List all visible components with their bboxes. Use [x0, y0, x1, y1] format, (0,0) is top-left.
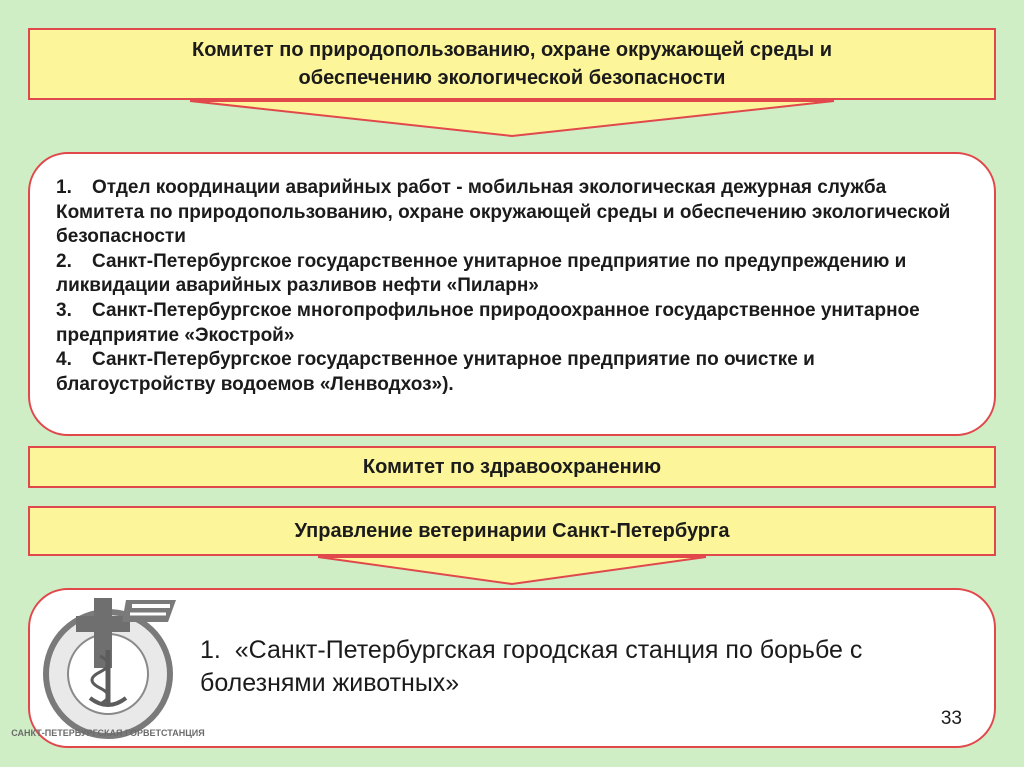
logo-text: САНКТ-ПЕТЕРБУРГСКАЯ ГОРВЕТСТАНЦИЯ [11, 728, 205, 738]
vet-subordinate-item: 1. «Санкт-Петербургская городская станция по борьбе с болезнями животных» [200, 636, 863, 697]
list-item: 2. Санкт-Петербургское государственное унитарное предприятие по предупреждению и ликвидации аварийных разливов нефти «Пиларн» [56, 250, 907, 297]
vet-station-logo [11, 594, 205, 744]
list-item: 3. Санкт-Петербургское многопрофильное природоохранное государственное унитарное предприятие «Экострой» [56, 299, 920, 346]
committee-env-banner [28, 28, 996, 100]
vet-department-label: Управление ветеринарии Санкт-Петербурга [294, 519, 730, 542]
arrow-shape-2 [318, 557, 706, 584]
list-item: 4. Санкт-Петербургское государственное унитарное предприятие по очистке и благоустройству водоемов «Ленводхоз»). [56, 349, 815, 395]
arrow-shape-1 [190, 101, 834, 136]
committee-env-line2: обеспечению экологической безопасности [298, 67, 726, 89]
env-subordinates-card [28, 152, 996, 436]
committee-health-banner [28, 446, 996, 488]
env-subordinates-list [56, 176, 964, 397]
vet-subordinate-card [11, 588, 996, 748]
committee-health-label: Комитет по здравоохранению [362, 455, 662, 478]
committee-env-line1: Комитет по природопользованию, охране окружающей среды и [191, 39, 833, 61]
list-item: 1. Отдел координации аварийных работ - мобильная экологическая дежурная служба Комитета по природопользованию, охране окружающей среды и обеспечению экологической безопасности [56, 177, 951, 248]
page-number: 33 [940, 708, 962, 729]
vet-department-banner [28, 506, 996, 556]
